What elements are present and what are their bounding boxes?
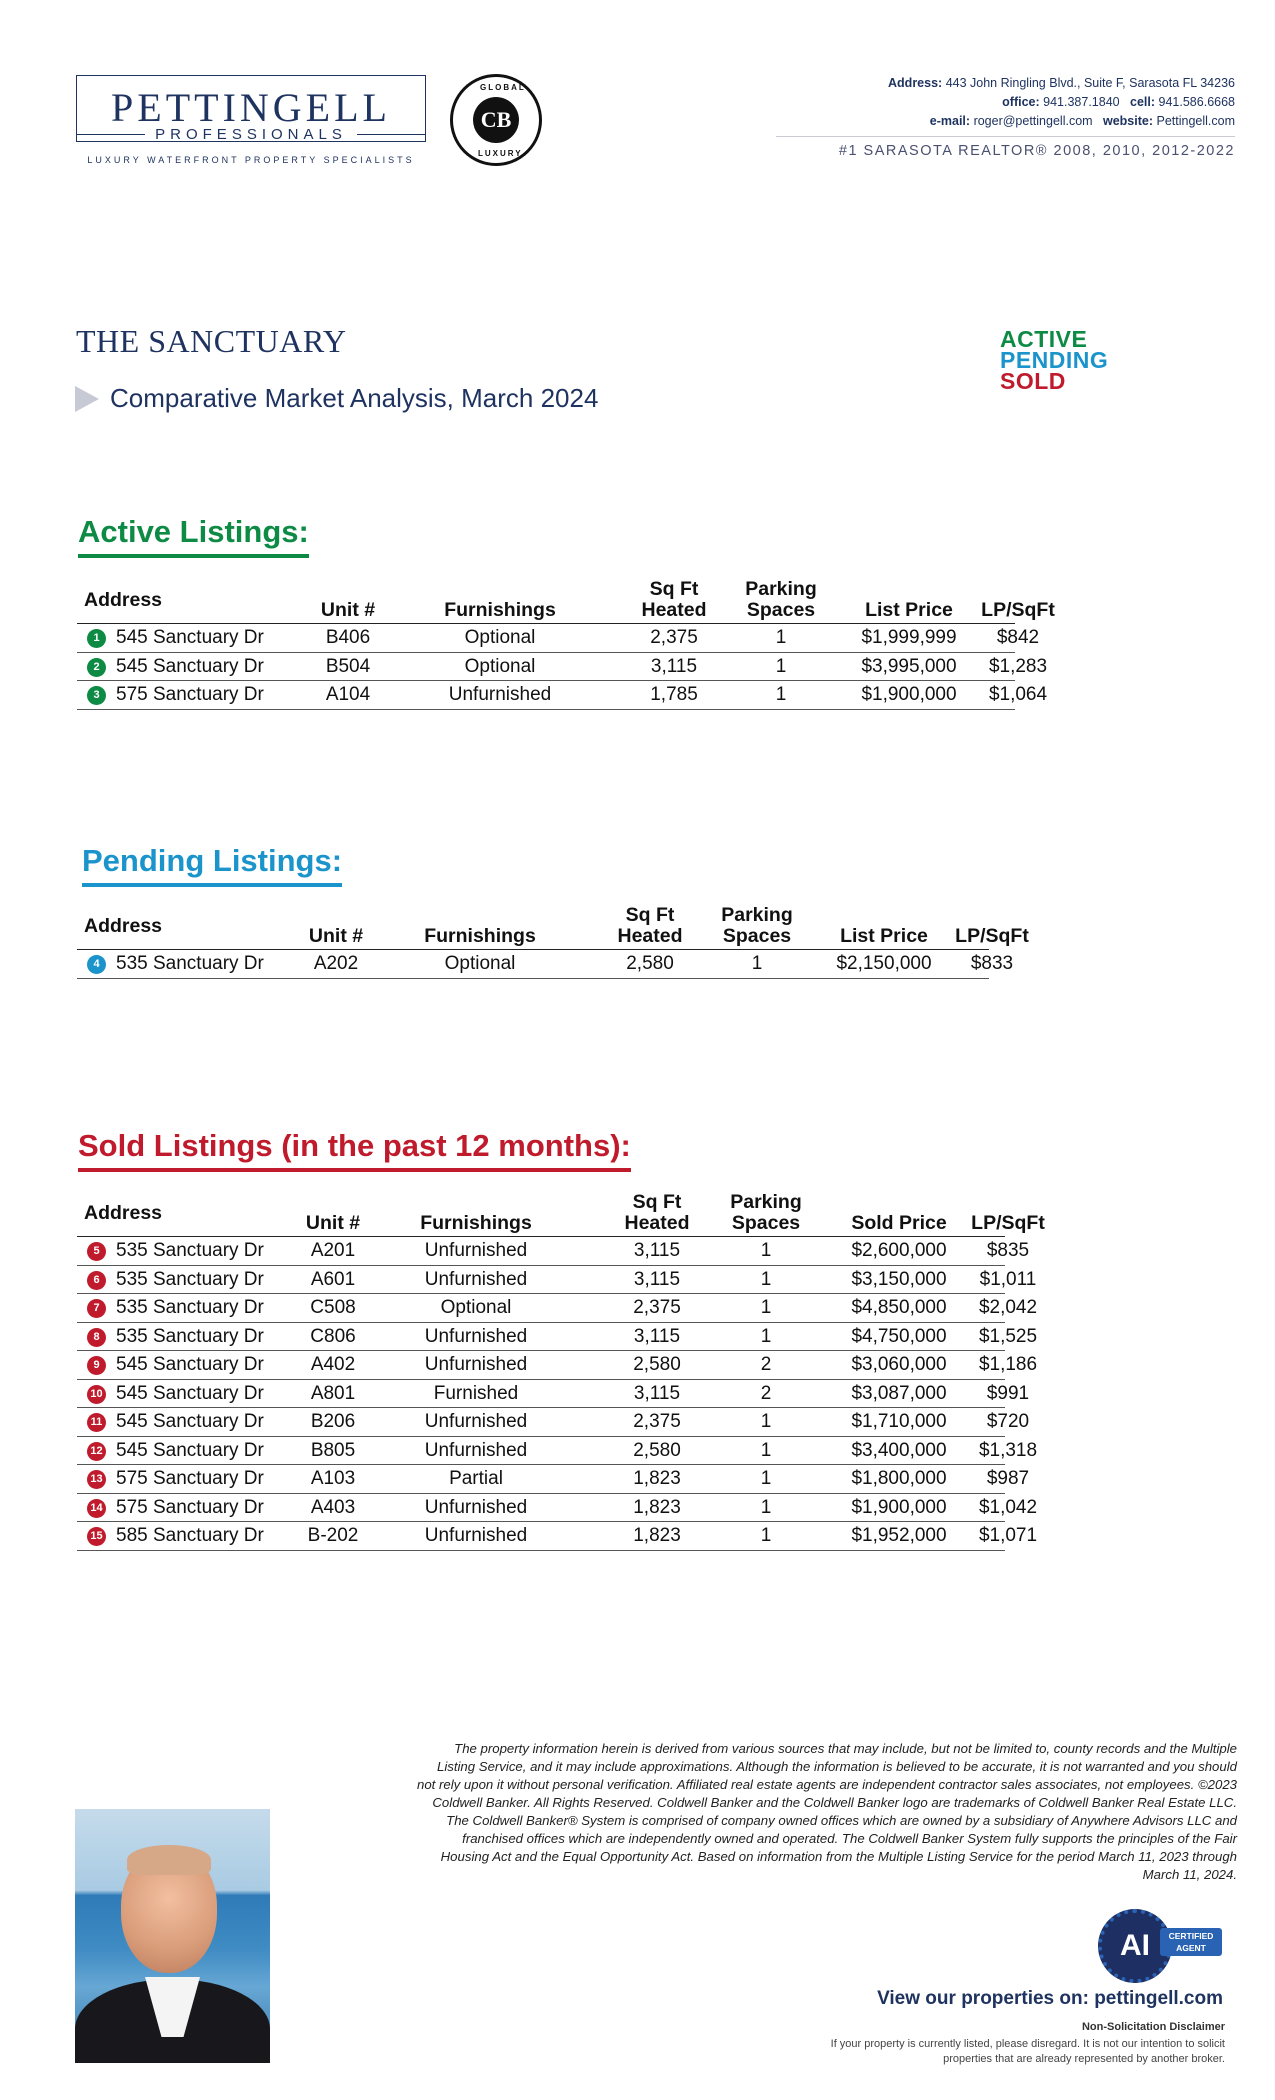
- cell-sqft: 2,580: [633, 1439, 681, 1461]
- page-subtitle: Comparative Market Analysis, March 2024: [110, 383, 599, 413]
- header-parking-spaces-line-1: Parking: [745, 578, 817, 600]
- cell-parking: 1: [760, 1411, 772, 1432]
- cell-unit: A402: [310, 1354, 356, 1375]
- header-parking-spaces-line-1: Parking: [721, 904, 793, 926]
- cell-lp-sqft: $991: [986, 1382, 1030, 1404]
- header-sqft-heated-line-2: Heated: [617, 925, 683, 947]
- cell-parking: 1: [760, 1439, 772, 1461]
- table-row: [77, 1266, 1037, 1295]
- header-furnishings: [395, 1213, 557, 1234]
- listing-number-badge: 7: [87, 1299, 106, 1318]
- cell-address: 535 Sanctuary Dr: [116, 1268, 264, 1290]
- contact-divider: [776, 136, 1235, 137]
- cb-mark: CB: [473, 97, 519, 143]
- cell-parking: 2: [760, 1382, 772, 1404]
- table-row: [77, 624, 1040, 653]
- header-parking-spaces: [720, 1192, 812, 1234]
- header-sqft-heated-line-1: Sq Ft: [632, 1191, 682, 1213]
- cell-parking: 1: [760, 1525, 772, 1546]
- table-row: [77, 1351, 1038, 1380]
- active-listings-heading: Active Listings:: [78, 514, 309, 558]
- cell-sqft: 2,375: [650, 627, 698, 648]
- header-sqft-heated: [629, 579, 719, 621]
- cell-furnishings: Partial: [449, 1468, 503, 1489]
- listing-number-badge: 6: [87, 1271, 106, 1290]
- logo-rule-left: [77, 134, 145, 135]
- cell-sqft: 1,823: [633, 1525, 681, 1546]
- header-unit: [309, 600, 387, 621]
- cell-phone[interactable]: 941.586.6668: [1158, 95, 1235, 109]
- cell-address: 545 Sanctuary Dr: [116, 1439, 264, 1461]
- cell-parking: 1: [751, 953, 763, 974]
- listing-number-badge: 14: [87, 1499, 106, 1518]
- cell-address: 535 Sanctuary Dr: [116, 1325, 264, 1347]
- cell-furnishings: Unfurnished: [448, 684, 552, 705]
- cell-price: $3,060,000: [851, 1354, 947, 1375]
- cell-lp-sqft: $2,042: [978, 1297, 1038, 1318]
- table-row: [77, 1294, 1038, 1323]
- cell-address: 575 Sanctuary Dr: [116, 1468, 264, 1489]
- cell-price: $3,995,000: [861, 655, 957, 677]
- table-row: [77, 1465, 1030, 1494]
- cell-furnishings: Unfurnished: [424, 1268, 528, 1290]
- header-parking-spaces: [711, 905, 803, 947]
- logo-rule-right: [357, 134, 425, 135]
- table-row: [77, 1408, 1030, 1437]
- header-sqft-heated-line-2: Heated: [641, 599, 707, 621]
- cell-lp-sqft: $987: [986, 1468, 1030, 1489]
- cell-furnishings: Unfurnished: [424, 1439, 528, 1461]
- table-row: [77, 1237, 1030, 1266]
- contact-block: [888, 74, 1235, 131]
- logo-sub-row: [77, 126, 425, 143]
- cell-lp-sqft: $1,186: [978, 1354, 1038, 1375]
- cell-unit: B805: [310, 1439, 356, 1461]
- header-lp-sqft-line-1: LP/SqFt: [955, 925, 1029, 947]
- legend-pending: PENDING: [1000, 347, 1109, 373]
- header-lp-sqft-line-1: LP/SqFt: [971, 1212, 1045, 1234]
- cell-lp-sqft: $720: [986, 1411, 1030, 1432]
- cell-price: $3,400,000: [851, 1439, 947, 1461]
- page-title: THE SANCTUARY: [76, 323, 347, 359]
- cell-furnishings: Furnished: [433, 1382, 519, 1404]
- cell-price: $3,150,000: [851, 1268, 947, 1290]
- table-row: [77, 1494, 1038, 1523]
- listing-number-badge: 9: [87, 1356, 106, 1375]
- cell-sqft: 2,580: [633, 1354, 681, 1375]
- cell-price: $1,999,999: [861, 627, 957, 648]
- cell-furnishings: Unfurnished: [424, 1496, 528, 1518]
- cell-address: 545 Sanctuary Dr: [116, 655, 264, 677]
- cell-parking: 1: [760, 1325, 772, 1347]
- header-sqft-heated-line-1: Sq Ft: [625, 904, 675, 926]
- listing-number-badge: 8: [87, 1328, 106, 1347]
- listing-number-badge: 12: [87, 1442, 106, 1461]
- listing-number-badge: 11: [87, 1413, 106, 1432]
- cell-furnishings: Unfurnished: [424, 1525, 528, 1546]
- header-price-line-1: Sold Price: [851, 1212, 947, 1234]
- cell-sqft: 2,375: [633, 1297, 681, 1318]
- cell-sqft: 3,115: [633, 1268, 681, 1290]
- cell-unit: A601: [310, 1268, 356, 1290]
- play-arrow-icon: [75, 386, 99, 412]
- agent-hair: [127, 1845, 211, 1875]
- header-lp-sqft: [965, 1213, 1051, 1234]
- cell-unit: B206: [310, 1411, 356, 1432]
- cell-lp-sqft: $1,525: [978, 1325, 1038, 1347]
- table-row: [77, 681, 1048, 710]
- table-row: [77, 1380, 1030, 1409]
- header-address: [84, 916, 162, 937]
- cell-sqft: 3,115: [633, 1382, 681, 1404]
- header-sqft-heated-line-2: Heated: [624, 1212, 690, 1234]
- logo-name: PETTINGELL: [111, 85, 391, 130]
- cell-furnishings: Optional: [464, 655, 536, 677]
- cell-sqft: 2,580: [626, 953, 674, 974]
- cell-parking: 1: [760, 1240, 772, 1261]
- cell-lp-sqft: $1,283: [988, 655, 1048, 677]
- header-furnishings-line-1: Furnishings: [424, 925, 536, 947]
- cell-furnishings: Optional: [440, 1297, 512, 1318]
- table-row: [77, 1323, 1038, 1352]
- cell-label: cell:: [1130, 95, 1156, 109]
- contact-address-line: [888, 74, 1235, 93]
- header-lp-sqft: [975, 600, 1061, 621]
- cell-unit: A801: [310, 1382, 356, 1404]
- header-lp-sqft-line-1: LP/SqFt: [981, 599, 1055, 621]
- cell-furnishings: Unfurnished: [424, 1411, 528, 1432]
- contact-phone-line: [888, 93, 1235, 112]
- sold-listings-heading: Sold Listings (in the past 12 months):: [78, 1128, 631, 1172]
- logo-sub: PROFESSIONALS: [155, 126, 347, 143]
- cell-price: $1,710,000: [851, 1411, 947, 1432]
- cell-sqft: 3,115: [633, 1325, 681, 1347]
- cell-price: $2,600,000: [851, 1240, 947, 1261]
- header-lp-sqft: [949, 926, 1035, 947]
- header-unit: [297, 926, 375, 947]
- header-furnishings: [419, 600, 581, 621]
- table-row: [77, 653, 1048, 682]
- listing-number-badge: 4: [87, 955, 106, 974]
- header-price-line-1: List Price: [865, 599, 953, 621]
- header-price-line-1: List Price: [840, 925, 928, 947]
- cell-unit: A103: [310, 1468, 356, 1489]
- cell-unit: C508: [310, 1297, 356, 1318]
- cell-furnishings: Unfurnished: [424, 1354, 528, 1375]
- non-solicitation-title: Non-Solicitation Disclaimer: [1081, 2021, 1225, 2033]
- address-value: 443 John Ringling Blvd., Suite F, Sarasota FL 34236: [945, 76, 1235, 90]
- cell-address: 535 Sanctuary Dr: [116, 953, 264, 974]
- agent-photo: [75, 1809, 270, 2063]
- header-unit-line-1: Unit #: [320, 599, 376, 621]
- pettingell-logo: [76, 75, 426, 142]
- cell-price: $1,800,000: [851, 1468, 947, 1489]
- cell-address: 535 Sanctuary Dr: [116, 1297, 264, 1318]
- pending-listings-table: [77, 904, 1029, 979]
- cell-price: $2,150,000: [836, 953, 932, 974]
- ai-certified-agent-badge: AI: [1098, 1909, 1172, 1983]
- header-address: [84, 590, 162, 611]
- cell-price: $3,087,000: [851, 1382, 947, 1404]
- header-parking-spaces-line-2: Spaces: [731, 1212, 801, 1234]
- cell-address: 545 Sanctuary Dr: [116, 627, 264, 648]
- cell-unit: A403: [310, 1496, 356, 1518]
- header-furnishings: [399, 926, 561, 947]
- header-address-line-1: Address: [84, 589, 163, 611]
- header-sqft-heated-line-1: Sq Ft: [649, 578, 699, 600]
- cell-sqft: 3,115: [633, 1240, 681, 1261]
- logo-tagline: LUXURY WATERFRONT PROPERTY SPECIALISTS: [87, 155, 415, 165]
- cell-unit: A201: [310, 1240, 356, 1261]
- cell-address: 575 Sanctuary Dr: [116, 1496, 264, 1518]
- cell-parking: 1: [760, 1297, 772, 1318]
- website-link[interactable]: Pettingell.com: [1156, 114, 1235, 128]
- view-properties-link[interactable]: View our properties on: pettingell.com: [877, 1988, 1223, 2009]
- header-unit-line-1: Unit #: [305, 1212, 361, 1234]
- active-listings-table: [77, 578, 1055, 710]
- header-unit: [294, 1213, 372, 1234]
- cell-lp-sqft: $1,071: [978, 1525, 1038, 1546]
- cell-sqft: 3,115: [650, 655, 698, 677]
- cell-parking: 1: [760, 1496, 772, 1518]
- listing-number-badge: 10: [87, 1385, 106, 1404]
- cell-price: $1,900,000: [861, 684, 957, 705]
- cell-unit: B406: [325, 627, 371, 648]
- header-sqft-heated: [612, 1192, 702, 1234]
- listing-number-badge: 15: [87, 1527, 106, 1546]
- email-label: e-mail:: [929, 114, 971, 128]
- table-header: [77, 1191, 1045, 1237]
- header-price: [825, 926, 943, 947]
- listing-number-badge: 5: [87, 1242, 106, 1261]
- status-legend: [1000, 326, 1109, 394]
- cell-price: $4,850,000: [851, 1297, 947, 1318]
- header-address-line-1: Address: [84, 1202, 163, 1224]
- seal-top-text: GLOBAL: [480, 83, 526, 92]
- non-solicitation-text: If your property is currently listed, please disregard. It is not our intention to solicit properties that are already represented by another broker.: [830, 2038, 1225, 2065]
- cell-unit: A202: [313, 953, 359, 974]
- header-parking-spaces-line-2: Spaces: [722, 925, 792, 947]
- email-link[interactable]: roger@pettingell.com: [973, 114, 1093, 128]
- cell-price: $4,750,000: [851, 1325, 947, 1347]
- seal-bottom-text: LUXURY: [478, 149, 523, 158]
- listing-number-badge: 1: [87, 629, 106, 648]
- listing-number-badge: 3: [87, 686, 106, 705]
- listing-number-badge: 13: [87, 1470, 106, 1489]
- cell-price: $1,900,000: [851, 1496, 947, 1518]
- cell-furnishings: Optional: [464, 627, 536, 648]
- contact-web-line: [888, 112, 1235, 131]
- cell-lp-sqft: $833: [970, 953, 1014, 974]
- table-row: [77, 1522, 1038, 1551]
- cell-parking: 2: [760, 1354, 772, 1375]
- cell-sqft: 1,785: [650, 684, 698, 705]
- cell-lp-sqft: $842: [996, 627, 1040, 648]
- cell-furnishings: Unfurnished: [424, 1325, 528, 1347]
- table-row: [77, 1437, 1038, 1466]
- realtor-award-line: #1 SARASOTA REALTOR® 2008, 2010, 2012-2022: [838, 143, 1235, 159]
- website-label: website:: [1102, 114, 1153, 128]
- cell-parking: 1: [760, 1268, 772, 1290]
- cell-address: 535 Sanctuary Dr: [116, 1240, 264, 1261]
- cell-lp-sqft: $1,042: [978, 1496, 1038, 1518]
- header-parking-spaces: [735, 579, 827, 621]
- cell-furnishings: Optional: [444, 953, 516, 974]
- header-furnishings-line-1: Furnishings: [444, 599, 556, 621]
- cell-lp-sqft: $1,064: [988, 684, 1048, 705]
- header-furnishings-line-1: Furnishings: [420, 1212, 532, 1234]
- legend-sold: SOLD: [1000, 368, 1066, 394]
- cell-unit: A104: [325, 684, 371, 705]
- header-price: [835, 1213, 963, 1234]
- office-label: office:: [1002, 95, 1040, 109]
- cell-sqft: 1,823: [633, 1468, 681, 1489]
- header-sqft-heated: [605, 905, 695, 947]
- table-header: [77, 904, 1029, 950]
- office-phone[interactable]: 941.387.1840: [1043, 95, 1120, 109]
- header-parking-spaces-line-2: Spaces: [746, 599, 816, 621]
- cell-address: 545 Sanctuary Dr: [116, 1382, 264, 1404]
- coldwell-banker-global-luxury-seal: [450, 74, 542, 166]
- cell-sqft: 2,375: [633, 1411, 681, 1432]
- cell-parking: 1: [760, 1468, 772, 1489]
- cell-parking: 1: [775, 684, 787, 705]
- cell-furnishings: Unfurnished: [424, 1240, 528, 1261]
- listing-number-badge: 2: [87, 658, 106, 677]
- cell-lp-sqft: $1,318: [978, 1439, 1038, 1461]
- cell-parking: 1: [775, 627, 787, 648]
- header-address: [84, 1203, 162, 1224]
- cell-address: 545 Sanctuary Dr: [116, 1354, 264, 1375]
- cell-unit: B504: [325, 655, 371, 677]
- legal-disclaimer: The property information herein is derived from various sources that may include, but not be limited to, county records and the Multiple Listing Service, and it may include approximations. Although the information is believed to be accurate, it is not warranted and you should not rely upon it without personal verification. Affiliated real estate agents are independent contractor sales associates, not employees. ©2023 Coldwell Banker. All Rights Reserved. Coldwell Banker and the Coldwell Banker logo are trademarks of Coldwell Banker Real Estate LLC. The Coldwell Banker® System is comprised of company owned offices which are owned by a subsidiary of Anywhere Advisors LLC and franchised offices which are independently owned and operated. The Coldwell Banker System fully supports the principles of the Fair Housing Act and the Equal Opportunity Act. Based on information from the Multiple Listing Service for the period March 11, 2023 through March 11, 2024.: [417, 1741, 1238, 1882]
- header-address-line-1: Address: [84, 915, 163, 937]
- certified-agent-ribbon: CERTIFIED AGENT: [1160, 1928, 1222, 1956]
- cell-address: 575 Sanctuary Dr: [116, 684, 264, 705]
- cell-price: $1,952,000: [851, 1525, 947, 1546]
- cell-lp-sqft: $835: [986, 1240, 1030, 1261]
- legend-active: ACTIVE: [1000, 326, 1088, 352]
- table-row: [77, 950, 1014, 979]
- sold-listings-table: [77, 1191, 1045, 1551]
- cell-lp-sqft: $1,011: [979, 1268, 1037, 1290]
- cell-unit: B-202: [307, 1525, 359, 1546]
- table-header: [77, 578, 1055, 624]
- cell-address: 545 Sanctuary Dr: [116, 1411, 264, 1432]
- cell-parking: 1: [775, 655, 787, 677]
- header-unit-line-1: Unit #: [308, 925, 364, 947]
- pending-listings-heading: Pending Listings:: [82, 843, 342, 887]
- header-price: [850, 600, 968, 621]
- address-label: Address:: [888, 76, 943, 90]
- cell-unit: C806: [310, 1325, 356, 1347]
- cell-sqft: 1,823: [633, 1496, 681, 1518]
- cell-address: 585 Sanctuary Dr: [116, 1525, 264, 1546]
- header-parking-spaces-line-1: Parking: [730, 1191, 802, 1213]
